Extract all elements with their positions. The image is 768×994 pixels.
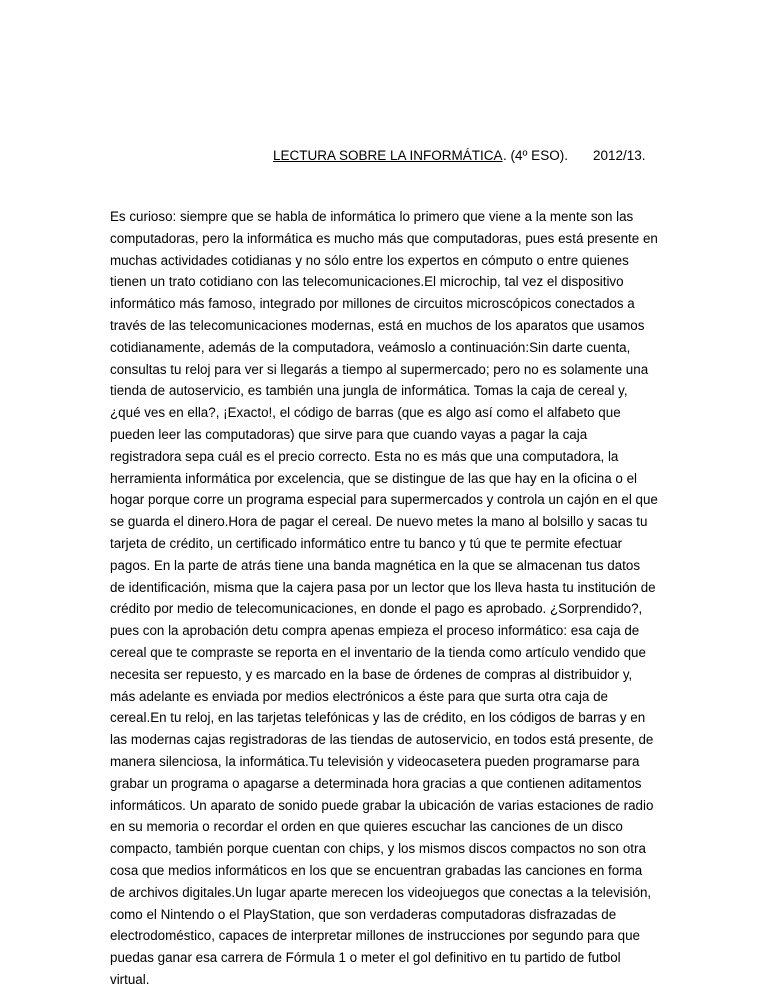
document-title: LECTURA SOBRE LA INFORMÁTICA xyxy=(273,148,503,163)
reading-paragraph: Es curioso: siempre que se habla de informática lo primero que viene a la mente son las computadoras, pero la informática es mucho más que computadoras, pues está presente en muchas actividades cotidianas y no sólo entre los expertos en cómputo o entre quienes tienen un trato cotidiano con las telecomunicaciones.El microchip, tal vez el dispositivo informático más famoso, integrado por millones de circuitos microscópicos conectados a través de las telecomunicaciones modernas, está en muchos de los aparatos que usamos cotidianamente, además de la computadora, veámoslo a continuación:Sin darte cuenta, consultas tu reloj para ver si llegarás a tiempo al supermercado; pero no es solamente una tienda de autoservicio, es también una jungla de informática. Tomas la caja de cereal y, ¿qué ves en ella?, ¡Exacto!, el código de barras (que es algo así como el alfabeto que pueden leer las computadoras) que sirve para que cuando vayas a pagar la caja registradora sepa cuál es el precio correcto. Esta no es más que una computadora, la herramienta informática por excelencia, que se distingue de las que hay en la oficina o el hogar porque corre un programa especial para supermercados y controla un cajón en el que se guarda el dinero.Hora de pagar el cereal. De nuevo metes la mano al bolsillo y sacas tu tarjeta de crédito, un certificado informático entre tu banco y tú que te permite efectuar pagos. En la parte de atrás tiene una banda magnética en la que se almacenan tus datos de identificación, misma que la cajera pasa por un lector que los lleva hasta tu institución de crédito por medio de telecomunicaciones, en donde el pago es aprobado. ¿Sorprendido?, pues con la aprobación detu compra apenas empieza el proceso informático: esa caja de cereal que te compraste se reporta en el inventario de la tienda como artículo vendido que necesita ser repuesto, y es marcado en la base de órdenes de compras al distribuidor y, más adelante es enviada por medios electrónicos a éste para que surta otra caja de cereal.En tu reloj, en las tarjetas telefónicas y las de crédito, en los códigos de barras y en las modernas cajas registradoras de las tiendas de autoservicio, en todos está presente, de manera silenciosa, la informática.Tu televisión y videocasetera pueden programarse para grabar un programa o apagarse a determinada hora gracias a que contienen aditamentos informáticos. Un aparato de sonido puede grabar la ubicación de varias estaciones de radio en su memoria o recordar el orden en que quieres escuchar las canciones de un disco compacto, también porque cuentan con chips, y los mismos discos compactos no son otra cosa que medios informáticos en los que se encuentran grabadas las canciones en forma de archivos digitales.Un lugar aparte merecen los videojuegos que conectas a la televisión, como el Nintendo o el PlayStation, que son verdaderas computadoras disfrazadas de electrodoméstico, capaces de interpretar millones de instrucciones por segundo para que puedas ganar esa carrera de Fórmula 1 o meter el gol definitivo en tu partido de futbol virtual. xyxy=(110,209,658,987)
course-level: . (4º ESO). xyxy=(503,148,568,163)
school-year: 2012/13. xyxy=(593,148,646,163)
